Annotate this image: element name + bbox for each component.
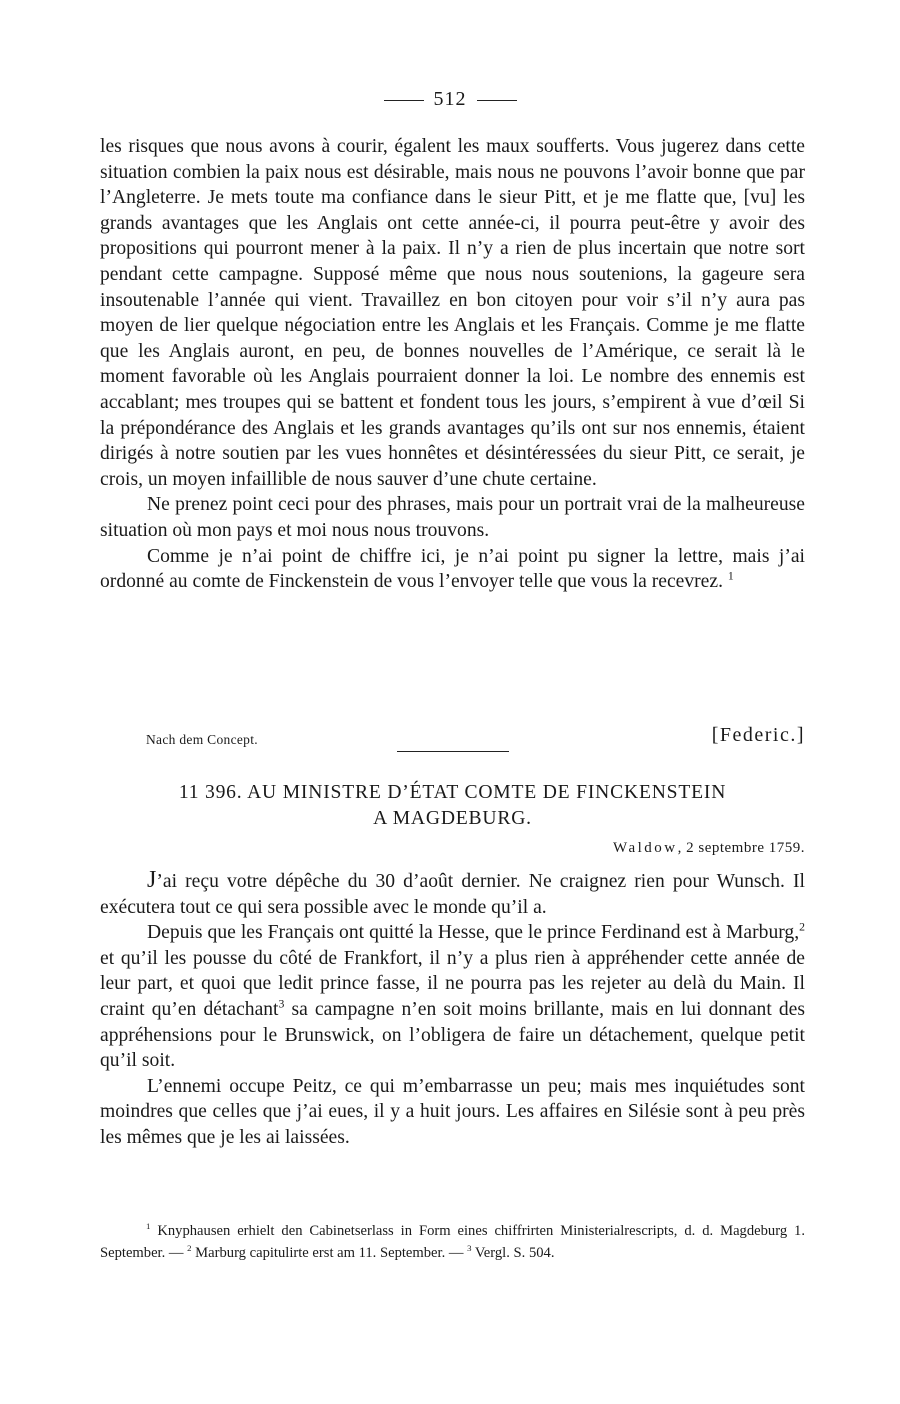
- letter-2-heading-line-1: 11 396. AU MINISTRE D’ÉTAT COMTE DE FINCKENSTEIN: [178, 782, 727, 803]
- footnote-mark-3: 3: [467, 1242, 472, 1253]
- letter-2-heading: [100, 780, 805, 831]
- letter-1-paragraph-3: [100, 544, 805, 595]
- footnote-mark-2: 2: [187, 1242, 192, 1253]
- letter-1-paragraph-2: Ne prenez point ceci pour des phrases, mais pour un portrait vrai de la malheureuse situation où mon pays et moi nous nous trouvons.: [100, 494, 805, 541]
- footnote-ref-1: 1: [727, 569, 734, 583]
- letter-2-paragraph-2-part-c: sa campagne n’en soit moins brillante, mais en lui donnant des appréhensions pour le Brunswick, on l’obligera de faire un détachement, quelque petit qu’il soit.: [100, 998, 806, 1072]
- footnote-ref-2: 2: [799, 920, 805, 934]
- letter-2-paragraph-3: L’ennemi occupe Peitz, ce qui m’embarrasse un peu; mais mes inquiétudes sont moindres que celles que j’ai eues, il y a huit jours. Les affaires en Silésie sont à peu près les mêmes que je les ai laissées.: [100, 1075, 805, 1148]
- letter-2-body: [100, 868, 805, 1151]
- source-note: Nach dem Concept.: [146, 732, 258, 747]
- footnote-2-text: Marburg capitulirte erst am 11. September. —: [191, 1244, 468, 1261]
- footnote-ref-3: 3: [278, 997, 285, 1011]
- letter-2-paragraph-1: [100, 868, 805, 920]
- letter-1-body: [100, 134, 805, 595]
- letter-2-paragraph-2-part-a: Depuis que les Français ont quitté la Hesse, que le prince Ferdinand est à Marburg,: [147, 922, 800, 944]
- letter-1-paragraph-3-text: Comme je n’ai point de chiffre ici, je n’ai point pu signer la lettre, mais j’ai ordonné au comte de Finckenstein de vous l’envoyer telle que vous la recevrez.: [100, 545, 805, 593]
- dateline-date: , 2 septembre 1759.: [677, 840, 805, 856]
- footnotes: [100, 1221, 805, 1264]
- footnote-text: [100, 1221, 805, 1264]
- dateline-place: Waldow: [612, 840, 678, 856]
- page-number: 512: [433, 88, 467, 110]
- letter-1-closing: [100, 724, 805, 754]
- signature: [Federic.]: [711, 724, 805, 746]
- header-dash-left: [384, 100, 424, 101]
- header-dash-right: [477, 100, 517, 101]
- dropcap: J: [147, 867, 157, 893]
- footnote-mark-1: 1: [146, 1221, 151, 1232]
- letter-2-paragraph-2: [100, 920, 805, 1074]
- section-divider: [397, 751, 509, 752]
- footnote-1-text: Knyphausen erhielt den Cabinetserlass in Form eines chiffrirten Ministerialrescripts, d. d. Magdeburg 1. September. —: [100, 1223, 805, 1261]
- footnote-3-text: Vergl. S. 504.: [471, 1244, 555, 1261]
- letter-2-paragraph-1-text: ’ai reçu votre dépêche du 30 d’août dernier. Ne craignez rien pour Wunsch. Il exécutera tout ce qui sera possible avec le monde qu’il a.: [100, 871, 805, 918]
- letter-2-dateline: [613, 840, 805, 857]
- letter-1-paragraph-1: les risques que nous avons à courir, égalent les maux soufferts. Vous jugerez dans cette situation combien la paix nous est désirable, mais nous ne pouvons l’avoir bonne que par l’Angleterre. Je mets toute ma confiance dans le sieur Pitt, et je me flatte que, [vu] les grands avantages que les Anglais ont cette année-ci, il pourra peut-être y avoir des propositions qui pourront mener à la paix. Il n’y a rien de plus incertain que notre sort pendant cette campagne. Supposé même que nous nous soutenions, la gageure sera insoutenable l’année qui vient. Travaillez en bon citoyen pour voir s’il n’y aura pas moyen de lier quelque négociation entre les Anglais et les Français. Comme je me flatte que les Anglais auront, en peu, de bonnes nouvelles de l’Amérique, ce serait là le moment favorable où les Anglais pourraient donner la loi. Le nombre des ennemis est accablant; mes troupes qui se battent et fondent tous les jours, s’empirent à vue d’œil Si la prépondérance des Anglais et les grands avantages qu’ils ont sur nos ennemis, étaient dirigés à notre soutien par les vues honnêtes et désintéressées du sieur Pitt, ce serait, je crois, un moyen infaillible de nous sauver d’une chute certaine.: [100, 136, 805, 490]
- page-header: [0, 88, 900, 111]
- letter-2-heading-line-2: A MAGDEBURG.: [373, 807, 532, 829]
- letter-2-paragraph-2-part-b: et qu’il les pousse du côté de Frankfort, il n’y a plus rien à appréhender cette année de leur part, et quoi que ledit prince fasse, il ne pourra pas les rejeter au delà du Main. Il craint qu’en détachant: [100, 947, 805, 1020]
